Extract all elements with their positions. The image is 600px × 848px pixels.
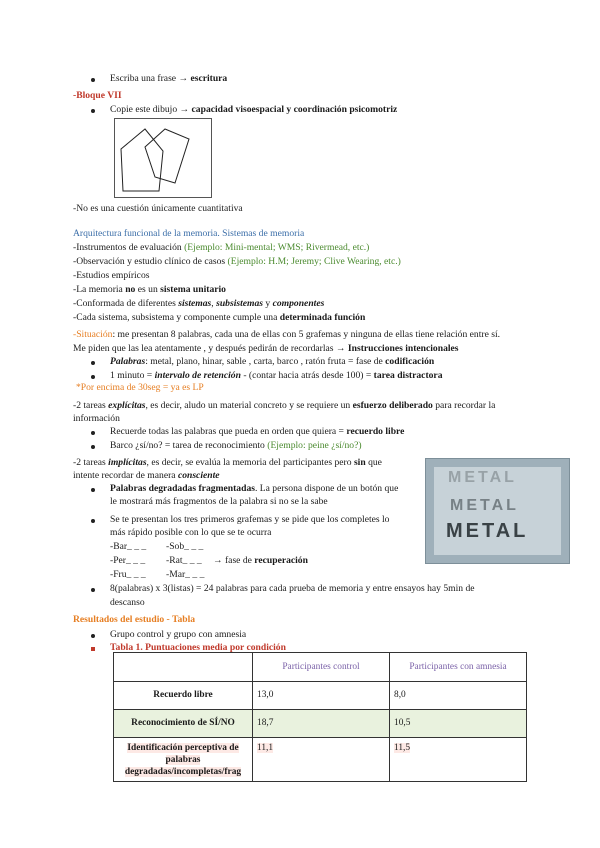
metal-word-3: METAL — [446, 520, 529, 542]
note: *Por encima de 30seg = ya es LP — [76, 382, 204, 393]
bold-text: determinada función — [279, 312, 366, 323]
text: , es decir, se evalúa la memoria del participantes pero — [146, 457, 354, 468]
fragment: -Per_ _ _ — [110, 555, 146, 566]
fragment: -Fru_ _ _ — [110, 569, 146, 580]
text: 1 minuto = — [110, 370, 155, 381]
list-item — [110, 482, 398, 495]
list-item-cont: más rápido posible con lo que se te ocurra — [110, 527, 272, 538]
bold-text: sistemas — [178, 298, 212, 309]
bullet — [91, 445, 95, 449]
text: Copie este dibujo → — [110, 104, 192, 115]
text: - (contar hacia atrás desde 100) = — [240, 370, 374, 381]
bold-text: subsistemas — [216, 298, 264, 309]
list-item — [110, 72, 227, 85]
fragment: -Bar_ _ _ — [110, 541, 147, 552]
text: Recuerde todas las palabras que pueda en orden que quiera = — [110, 426, 347, 437]
list-item — [110, 355, 434, 368]
bullet — [91, 588, 95, 592]
text: : me presentan 8 palabras, cada una de ellas con 5 grafemas y ninguna de ellas tiene relación entre sí. — [112, 329, 501, 340]
text: intente recordar de manera — [73, 470, 178, 481]
bullet — [91, 375, 95, 379]
bold-text: no — [125, 284, 136, 295]
paragraph — [73, 328, 500, 341]
section-heading: -Bloque VII — [73, 90, 122, 101]
table-row — [114, 682, 527, 710]
cell-text: 11,1 — [257, 743, 274, 753]
text: -La memoria — [73, 284, 126, 295]
paragraph — [73, 342, 459, 355]
text: : metal, plano, hinar, sable , carta, barco , ratón fruta = fase de — [145, 356, 386, 367]
bullet — [91, 431, 95, 435]
text: -2 tareas — [73, 400, 109, 411]
bold-text: Palabras degradadas fragmentadas — [110, 483, 255, 494]
figure-box — [114, 118, 212, 198]
fragment: -Sob_ _ _ — [166, 541, 204, 552]
table-header-cell: Participantes control — [253, 653, 390, 682]
list-item — [73, 297, 324, 310]
paragraph: información — [73, 413, 120, 424]
table-cell: 18,7 — [253, 710, 390, 738]
fragment: -Rat_ _ _ — [166, 555, 202, 566]
table-cell: 10,5 — [390, 710, 527, 738]
example-text: (Ejemplo: Mini-mental; WMS; Rivermead, etc.) — [184, 242, 370, 253]
bullet — [91, 109, 95, 113]
table-header-cell — [114, 653, 253, 682]
bold-text: sistema unitario — [160, 284, 226, 295]
section-heading — [73, 613, 195, 626]
list-item — [110, 103, 397, 116]
results-table — [113, 652, 527, 782]
text: Barco ¿sí/no? = tarea de reconocimiento — [110, 440, 268, 451]
bold-text: tarea distractora — [373, 370, 443, 381]
text: , — [211, 298, 217, 309]
bold-text: recuperación — [254, 555, 308, 566]
bullet — [91, 519, 95, 523]
bold-text: sin — [353, 457, 366, 468]
bold-text: consciente — [177, 470, 220, 481]
text: -Observación y estudio clínico de casos — [73, 256, 228, 267]
paragraph — [73, 399, 495, 412]
table-cell: 8,0 — [390, 682, 527, 710]
bold-text: componentes — [272, 298, 325, 309]
cell-text: Identificación perceptiva de palabras degradadas/incompletas/frag — [124, 742, 242, 777]
metal-word-1: METAL — [448, 469, 517, 486]
text: que — [365, 457, 382, 468]
table-row — [114, 710, 527, 738]
text: Me piden que las lea atentamente , y después pedirán de recordarlas → — [73, 343, 348, 354]
list-item — [110, 439, 362, 452]
section-title: Arquitectura funcional de la memoria. Sistemas de memoria — [73, 228, 305, 239]
bold-text: Instrucciones intencionales — [347, 343, 459, 354]
table-cell: Reconocimiento de SÍ/NO — [114, 710, 253, 738]
bullet — [91, 361, 95, 365]
bullet — [91, 488, 95, 492]
bold-text: esfuerzo deliberado — [352, 400, 433, 411]
table-caption-label: Tabla 1 — [110, 642, 141, 653]
paragraph — [73, 456, 382, 469]
fragment: -Mar_ _ _ — [166, 569, 205, 580]
list-item-cont: descanso — [110, 597, 145, 608]
list-item — [73, 283, 226, 296]
table-row — [114, 738, 527, 782]
list-item: Se te presentan los tres primeros grafemas y se pide que los completes lo — [110, 514, 390, 525]
bullet — [91, 634, 95, 638]
red-square-bullet — [91, 647, 95, 651]
text: -2 tareas — [73, 457, 109, 468]
bold-text: explícitas — [108, 400, 146, 411]
text: es un — [135, 284, 161, 295]
list-item — [110, 425, 404, 438]
list-item-cont: le mostrará más fragmentos de la palabra si no se la sabe — [110, 496, 328, 507]
bold-text: implícitas — [108, 457, 147, 468]
text: Resultados del estudio - — [73, 614, 172, 625]
label: -Situación — [73, 329, 113, 340]
text: Escriba una frase → — [110, 73, 191, 84]
text: -Cada sistema, subsistema y componente cumple una — [73, 312, 280, 323]
table-cell — [390, 738, 527, 782]
list-item — [73, 241, 369, 254]
list-item: -Estudios empíricos — [73, 270, 150, 281]
fragment-note — [213, 554, 308, 567]
metal-degraded-image — [425, 458, 570, 564]
list-item: Grupo control y grupo con amnesia — [110, 629, 247, 640]
overlapping-pentagons-drawing — [115, 119, 211, 197]
table-cell: 13,0 — [253, 682, 390, 710]
cell-text: 11,5 — [394, 743, 411, 753]
table-caption: . Puntuaciones media por condición — [140, 642, 286, 653]
text: -Instrumentos de evaluación — [73, 242, 185, 253]
bold-text: escritura — [190, 73, 228, 84]
text: -Conformada de diferentes — [73, 298, 179, 309]
note: -No es una cuestión únicamente cuantitativa — [73, 203, 243, 214]
text: Tabla — [171, 614, 196, 625]
text: y — [263, 298, 273, 309]
table-header-cell: Participantes con amnesia — [390, 653, 527, 682]
bold-text: capacidad visoespacial y coordinación psicomotriz — [191, 104, 398, 115]
bullet — [91, 78, 95, 82]
list-item — [73, 311, 365, 324]
bold-text: Palabras — [110, 356, 146, 367]
example-text: (Ejemplo: H.M; Jeremy; Clive Wearing, etc.) — [227, 256, 401, 267]
bold-text: codificación — [385, 356, 435, 367]
list-item: 8(palabras) x 3(listas) = 24 palabras para cada prueba de memoria y entre ensayos hay 5min de — [110, 583, 475, 594]
paragraph — [73, 469, 220, 482]
bold-text: recuerdo libre — [346, 426, 405, 437]
list-item — [73, 255, 401, 268]
table-cell: Recuerdo libre — [114, 682, 253, 710]
text: → fase de — [213, 555, 255, 566]
metal-word-2: METAL — [450, 497, 519, 514]
text: , es decir, aludo un material concreto y se requiere un — [145, 400, 353, 411]
example-text: (Ejemplo: peine ¿sí/no?) — [267, 440, 362, 451]
bold-text: intervalo de retención — [154, 370, 241, 381]
text: para recordar la — [432, 400, 496, 411]
table-cell — [253, 738, 390, 782]
table-cell — [114, 738, 253, 782]
table-header-row — [114, 653, 527, 682]
text: . La persona dispone de un botón que — [254, 483, 399, 494]
